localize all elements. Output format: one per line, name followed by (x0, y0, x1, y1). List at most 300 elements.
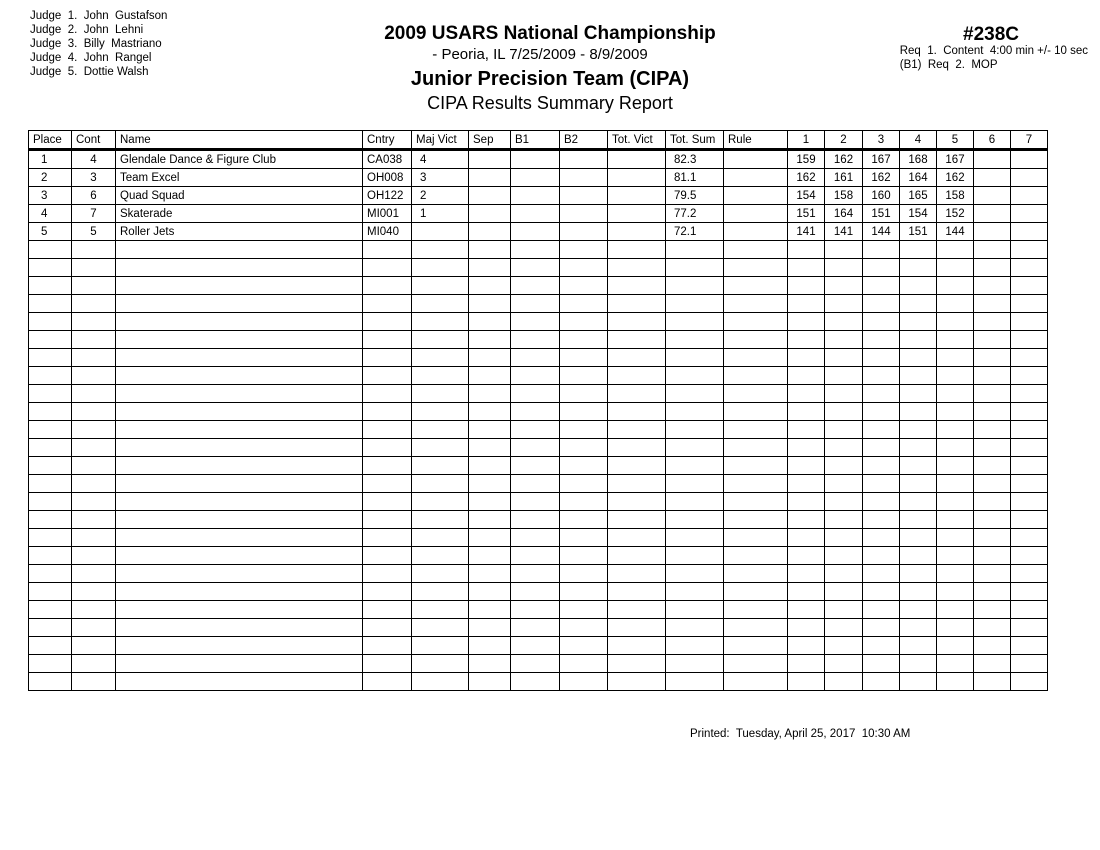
empty-cell (560, 421, 608, 439)
empty-cell (666, 601, 724, 619)
judge-line: Judge 1. John Gustafson (30, 10, 168, 22)
empty-cell (825, 547, 863, 565)
empty-cell (788, 259, 825, 277)
empty-cell (900, 277, 937, 295)
column-header-judge-3: 3 (863, 131, 900, 150)
cell-b1 (511, 187, 560, 205)
empty-cell (363, 601, 412, 619)
empty-cell (608, 421, 666, 439)
empty-cell (363, 331, 412, 349)
empty-cell (900, 421, 937, 439)
empty-cell (974, 583, 1011, 601)
empty-cell (937, 331, 974, 349)
empty-cell (511, 421, 560, 439)
empty-cell (1011, 583, 1048, 601)
cell-sep (469, 169, 511, 187)
empty-cell (1011, 475, 1048, 493)
cell-b1 (511, 169, 560, 187)
empty-cell (116, 511, 363, 529)
empty-cell (974, 349, 1011, 367)
empty-cell (412, 565, 469, 583)
empty-cell (511, 673, 560, 691)
empty-cell (825, 295, 863, 313)
empty-cell (116, 619, 363, 637)
empty-cell (469, 475, 511, 493)
empty-cell (363, 295, 412, 313)
empty-cell (29, 637, 72, 655)
empty-cell (724, 493, 788, 511)
cell-place: 1 (29, 150, 72, 169)
empty-cell (469, 421, 511, 439)
empty-cell (825, 673, 863, 691)
column-header-tot-vict: Tot. Vict (608, 131, 666, 150)
empty-cell (900, 475, 937, 493)
empty-cell (825, 439, 863, 457)
empty-cell (469, 241, 511, 259)
cell-sep (469, 223, 511, 241)
empty-cell (788, 295, 825, 313)
empty-cell (666, 259, 724, 277)
event-title: Junior Precision Team (CIPA) (410, 68, 690, 90)
empty-cell (974, 601, 1011, 619)
cell-tot-vict (608, 169, 666, 187)
requirements-list (900, 44, 1088, 72)
empty-cell (974, 619, 1011, 637)
empty-cell (469, 637, 511, 655)
cell-judge-5: 152 (937, 205, 974, 223)
cell-judge-3: 162 (863, 169, 900, 187)
empty-cell (974, 439, 1011, 457)
empty-cell (72, 457, 116, 475)
empty-cell (412, 583, 469, 601)
empty-cell (72, 421, 116, 439)
empty-cell (937, 655, 974, 673)
empty-cell (788, 367, 825, 385)
cell-judge-5: 162 (937, 169, 974, 187)
empty-cell (666, 421, 724, 439)
empty-cell (116, 313, 363, 331)
cell-judge-6 (974, 150, 1011, 169)
empty-cell (863, 637, 900, 655)
empty-cell (937, 475, 974, 493)
cell-judge-5: 158 (937, 187, 974, 205)
empty-cell (72, 583, 116, 601)
empty-cell (469, 673, 511, 691)
cell-judge-1: 154 (788, 187, 825, 205)
empty-cell (724, 565, 788, 583)
empty-cell (116, 241, 363, 259)
empty-cell (788, 511, 825, 529)
empty-cell (974, 547, 1011, 565)
empty-cell (560, 493, 608, 511)
empty-cell (974, 313, 1011, 331)
empty-cell (469, 493, 511, 511)
empty-cell (608, 673, 666, 691)
empty-cell (788, 439, 825, 457)
empty-cell (863, 619, 900, 637)
table-row (29, 187, 1048, 205)
empty-cell (412, 475, 469, 493)
empty-cell (1011, 385, 1048, 403)
empty-cell (608, 349, 666, 367)
empty-cell (608, 439, 666, 457)
cell-judge-7 (1011, 150, 1048, 169)
empty-cell (825, 565, 863, 583)
empty-cell (788, 457, 825, 475)
empty-cell (937, 547, 974, 565)
empty-cell (511, 439, 560, 457)
column-header-judge-2: 2 (825, 131, 863, 150)
empty-cell (825, 385, 863, 403)
empty-cell (412, 547, 469, 565)
empty-table-row (29, 655, 1048, 673)
empty-cell (937, 277, 974, 295)
empty-cell (511, 295, 560, 313)
empty-cell (560, 619, 608, 637)
empty-cell (511, 385, 560, 403)
empty-cell (1011, 367, 1048, 385)
cell-judge-4: 151 (900, 223, 937, 241)
empty-cell (29, 349, 72, 367)
cell-judge-3: 151 (863, 205, 900, 223)
empty-cell (469, 565, 511, 583)
empty-table-row (29, 493, 1048, 511)
cell-judge-5: 144 (937, 223, 974, 241)
cell-judge-4: 168 (900, 150, 937, 169)
column-header-rule: Rule (724, 131, 788, 150)
empty-cell (511, 367, 560, 385)
empty-cell (666, 529, 724, 547)
empty-cell (900, 457, 937, 475)
empty-cell (72, 277, 116, 295)
column-header-cntry: Cntry (363, 131, 412, 150)
empty-cell (788, 475, 825, 493)
empty-cell (974, 241, 1011, 259)
empty-cell (666, 565, 724, 583)
empty-cell (974, 457, 1011, 475)
empty-cell (560, 295, 608, 313)
empty-cell (469, 439, 511, 457)
empty-cell (863, 457, 900, 475)
empty-cell (1011, 295, 1048, 313)
empty-cell (363, 457, 412, 475)
empty-cell (724, 439, 788, 457)
empty-cell (666, 673, 724, 691)
empty-cell (363, 403, 412, 421)
cell-tot-sum: 79.5 (666, 187, 724, 205)
empty-cell (72, 313, 116, 331)
empty-cell (900, 439, 937, 457)
empty-cell (412, 421, 469, 439)
empty-cell (974, 367, 1011, 385)
empty-cell (412, 457, 469, 475)
cell-rule (724, 223, 788, 241)
empty-cell (29, 295, 72, 313)
empty-cell (363, 277, 412, 295)
empty-cell (937, 439, 974, 457)
empty-cell (363, 655, 412, 673)
empty-cell (937, 619, 974, 637)
empty-cell (974, 673, 1011, 691)
column-header-cont: Cont (72, 131, 116, 150)
empty-cell (724, 601, 788, 619)
empty-cell (1011, 403, 1048, 421)
empty-cell (825, 241, 863, 259)
cell-name: Skaterade (116, 205, 363, 223)
empty-cell (1011, 601, 1048, 619)
empty-cell (511, 277, 560, 295)
empty-cell (825, 313, 863, 331)
cell-place: 5 (29, 223, 72, 241)
empty-cell (825, 583, 863, 601)
empty-cell (863, 439, 900, 457)
empty-cell (900, 367, 937, 385)
cell-judge-4: 164 (900, 169, 937, 187)
cell-judge-1: 141 (788, 223, 825, 241)
empty-table-row (29, 295, 1048, 313)
empty-cell (72, 439, 116, 457)
empty-cell (788, 313, 825, 331)
empty-cell (72, 601, 116, 619)
cell-judge-6 (974, 223, 1011, 241)
empty-cell (412, 637, 469, 655)
empty-cell (863, 385, 900, 403)
empty-cell (788, 349, 825, 367)
empty-cell (724, 655, 788, 673)
cell-tot-sum: 82.3 (666, 150, 724, 169)
column-header-judge-1: 1 (788, 131, 825, 150)
empty-cell (900, 331, 937, 349)
empty-cell (788, 403, 825, 421)
cell-judge-3: 160 (863, 187, 900, 205)
empty-cell (511, 241, 560, 259)
empty-cell (788, 331, 825, 349)
empty-cell (1011, 277, 1048, 295)
empty-cell (1011, 421, 1048, 439)
cell-cntry: OH008 (363, 169, 412, 187)
empty-cell (116, 385, 363, 403)
empty-cell (666, 655, 724, 673)
empty-cell (72, 637, 116, 655)
empty-cell (974, 529, 1011, 547)
empty-cell (469, 403, 511, 421)
empty-table-row (29, 511, 1048, 529)
empty-cell (666, 331, 724, 349)
empty-cell (116, 259, 363, 277)
empty-cell (1011, 673, 1048, 691)
empty-cell (724, 295, 788, 313)
empty-cell (1011, 511, 1048, 529)
empty-cell (560, 367, 608, 385)
cell-cntry: MI001 (363, 205, 412, 223)
empty-table-row (29, 457, 1048, 475)
empty-cell (560, 385, 608, 403)
empty-cell (724, 349, 788, 367)
empty-cell (29, 277, 72, 295)
cell-name: Glendale Dance & Figure Club (116, 150, 363, 169)
empty-cell (937, 583, 974, 601)
empty-cell (72, 349, 116, 367)
cell-sep (469, 150, 511, 169)
empty-cell (469, 385, 511, 403)
empty-cell (363, 241, 412, 259)
empty-cell (863, 241, 900, 259)
cell-judge-7 (1011, 169, 1048, 187)
empty-cell (1011, 637, 1048, 655)
column-header-judge-6: 6 (974, 131, 1011, 150)
empty-cell (29, 259, 72, 277)
column-header-place: Place (29, 131, 72, 150)
empty-cell (937, 313, 974, 331)
empty-cell (511, 331, 560, 349)
empty-cell (560, 565, 608, 583)
empty-table-row (29, 349, 1048, 367)
empty-cell (363, 637, 412, 655)
empty-cell (974, 295, 1011, 313)
empty-cell (412, 655, 469, 673)
empty-cell (469, 619, 511, 637)
empty-cell (666, 403, 724, 421)
empty-cell (29, 475, 72, 493)
empty-table-row (29, 277, 1048, 295)
empty-cell (724, 637, 788, 655)
empty-cell (974, 565, 1011, 583)
empty-cell (560, 547, 608, 565)
empty-cell (900, 349, 937, 367)
empty-cell (29, 511, 72, 529)
empty-cell (937, 601, 974, 619)
cell-cont: 7 (72, 205, 116, 223)
empty-cell (469, 349, 511, 367)
championship-title: 2009 USARS National Championship (384, 23, 716, 44)
requirement-line: Req 1. Content 4:00 min +/- 10 sec (899, 45, 1088, 57)
empty-cell (974, 493, 1011, 511)
cell-cntry: CA038 (363, 150, 412, 169)
judge-line: Judge 2. John Lehni (30, 24, 144, 36)
empty-cell (825, 511, 863, 529)
empty-cell (900, 529, 937, 547)
empty-cell (469, 547, 511, 565)
cell-judge-4: 154 (900, 205, 937, 223)
empty-cell (1011, 439, 1048, 457)
cell-judge-7 (1011, 187, 1048, 205)
empty-cell (29, 547, 72, 565)
empty-cell (974, 421, 1011, 439)
empty-cell (724, 511, 788, 529)
event-number: #238C (963, 24, 1019, 45)
empty-cell (72, 511, 116, 529)
empty-cell (974, 637, 1011, 655)
empty-cell (900, 403, 937, 421)
cell-cntry: OH122 (363, 187, 412, 205)
cell-name: Quad Squad (116, 187, 363, 205)
cell-tot-vict (608, 223, 666, 241)
cell-judge-3: 144 (863, 223, 900, 241)
empty-cell (29, 421, 72, 439)
empty-cell (511, 493, 560, 511)
empty-cell (937, 259, 974, 277)
cell-judge-2: 161 (825, 169, 863, 187)
cell-name: Roller Jets (116, 223, 363, 241)
empty-cell (608, 547, 666, 565)
empty-cell (363, 511, 412, 529)
empty-table-row (29, 403, 1048, 421)
empty-cell (608, 493, 666, 511)
empty-cell (363, 349, 412, 367)
empty-cell (72, 493, 116, 511)
empty-cell (363, 547, 412, 565)
empty-cell (363, 313, 412, 331)
empty-cell (1011, 547, 1048, 565)
empty-cell (412, 529, 469, 547)
empty-cell (825, 367, 863, 385)
report-title-block (330, 22, 770, 114)
empty-cell (608, 637, 666, 655)
empty-table-row (29, 313, 1048, 331)
cell-b1 (511, 150, 560, 169)
empty-cell (788, 529, 825, 547)
empty-cell (900, 295, 937, 313)
empty-cell (363, 529, 412, 547)
cell-judge-6 (974, 205, 1011, 223)
empty-cell (724, 421, 788, 439)
empty-cell (900, 259, 937, 277)
cell-judge-3: 167 (863, 150, 900, 169)
empty-cell (863, 601, 900, 619)
empty-cell (608, 385, 666, 403)
empty-cell (72, 673, 116, 691)
empty-cell (788, 493, 825, 511)
empty-cell (116, 277, 363, 295)
empty-cell (608, 403, 666, 421)
empty-cell (116, 403, 363, 421)
cell-place: 3 (29, 187, 72, 205)
empty-cell (666, 457, 724, 475)
empty-cell (788, 547, 825, 565)
empty-cell (29, 601, 72, 619)
empty-cell (72, 547, 116, 565)
empty-cell (666, 385, 724, 403)
empty-cell (825, 637, 863, 655)
column-header-name: Name (116, 131, 363, 150)
empty-cell (900, 313, 937, 331)
empty-cell (825, 457, 863, 475)
empty-cell (788, 637, 825, 655)
empty-cell (116, 637, 363, 655)
empty-cell (937, 673, 974, 691)
column-header-sep: Sep (469, 131, 511, 150)
empty-cell (1011, 259, 1048, 277)
empty-cell (974, 511, 1011, 529)
cell-rule (724, 169, 788, 187)
empty-cell (116, 655, 363, 673)
empty-cell (1011, 457, 1048, 475)
empty-cell (469, 457, 511, 475)
empty-cell (72, 385, 116, 403)
empty-cell (724, 385, 788, 403)
empty-cell (1011, 529, 1048, 547)
empty-cell (974, 403, 1011, 421)
empty-cell (608, 565, 666, 583)
cell-b2 (560, 205, 608, 223)
empty-cell (863, 367, 900, 385)
empty-table-row (29, 385, 1048, 403)
empty-cell (116, 565, 363, 583)
empty-cell (560, 313, 608, 331)
empty-cell (825, 655, 863, 673)
cell-cont: 6 (72, 187, 116, 205)
empty-cell (560, 439, 608, 457)
